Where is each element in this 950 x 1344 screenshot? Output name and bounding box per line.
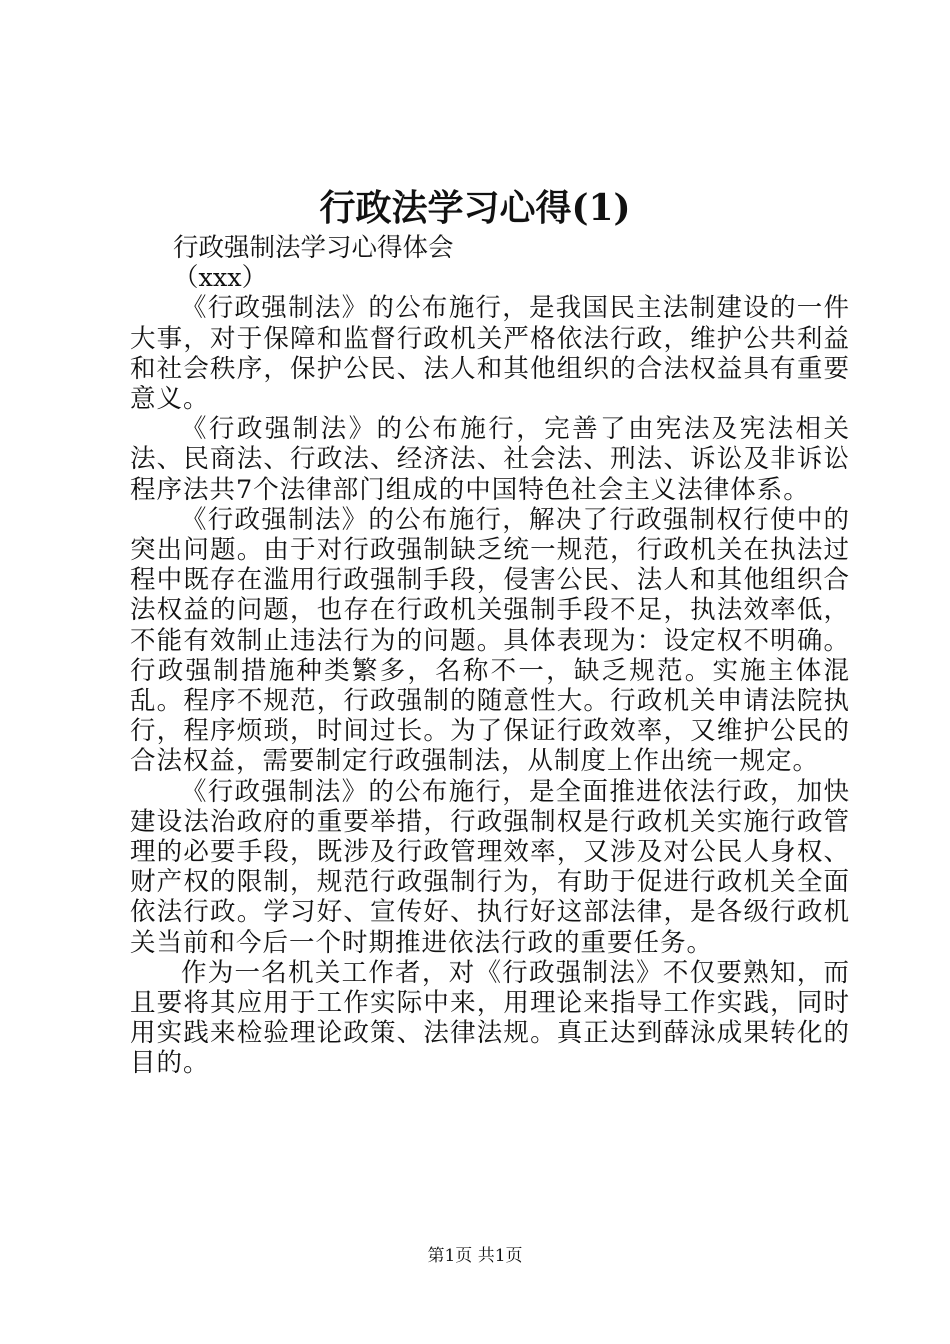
document-author: （xxx）	[173, 263, 268, 294]
paragraph-3: 《行政强制法》的公布施行，解决了行政强制权行使中的突出问题。由于对行政强制缺乏统一规范，行政机关在执法过程中既存在滥用行政强制手段，侵害公民、法人和其他组织合法权益的问题，也存在行政机关强制手段不足，执法效率低，不能有效制止违法行为的问题。具体表现为：设定权不明确。行政强制措施种类繁多，名称不一，缺乏规范。实施主体混乱。程序不规范，行政强制的随意性大。行政机关申请法院执行，程序烦琐，时间过长。为了保证行政效率，又维护公民的合法权益，需要制定行政强制法，从制度上作出统一规定。	[130, 504, 850, 777]
paragraph-1: 《行政强制法》的公布施行，是我国民主法制建设的一件大事，对于保障和监督行政机关严格依法行政，维护公共利益和社会秩序，保护公民、法人和其他组织的合法权益具有重要意义。	[130, 293, 850, 415]
document-title: 行政法学习心得(1)	[319, 187, 631, 229]
paragraph-5: 作为一名机关工作者，对《行政强制法》不仅要熟知，而且要将其应用于工作实际中来，用理论来指导工作实践，同时用实践来检验理论政策、法律法规。真正达到薛泳成果转化的目的。	[130, 957, 850, 1079]
paragraph-2: 《行政强制法》的公布施行，完善了由宪法及宪法相关法、民商法、行政法、经济法、社会法、刑法、诉讼及非诉讼程序法共7个法律部门组成的中国特色社会主义法律体系。	[130, 414, 850, 505]
document-body	[130, 233, 850, 1079]
document-subtitle: 行政强制法学习心得体会	[173, 233, 454, 263]
page-footer: 第1页 共1页	[427, 1246, 523, 1266]
paragraph-4: 《行政强制法》的公布施行，是全面推进依法行政，加快建设法治政府的重要举措，行政强制权是行政机关实施行政管理的必要手段，既涉及行政管理效率，又涉及对公民人身权、财产权的限制，规范行政强制行为，有助于促进行政机关全面依法行政。学习好、宣传好、执行好这部法律，是各级行政机关当前和今后一个时期推进依法行政的重要任务。	[130, 776, 850, 958]
